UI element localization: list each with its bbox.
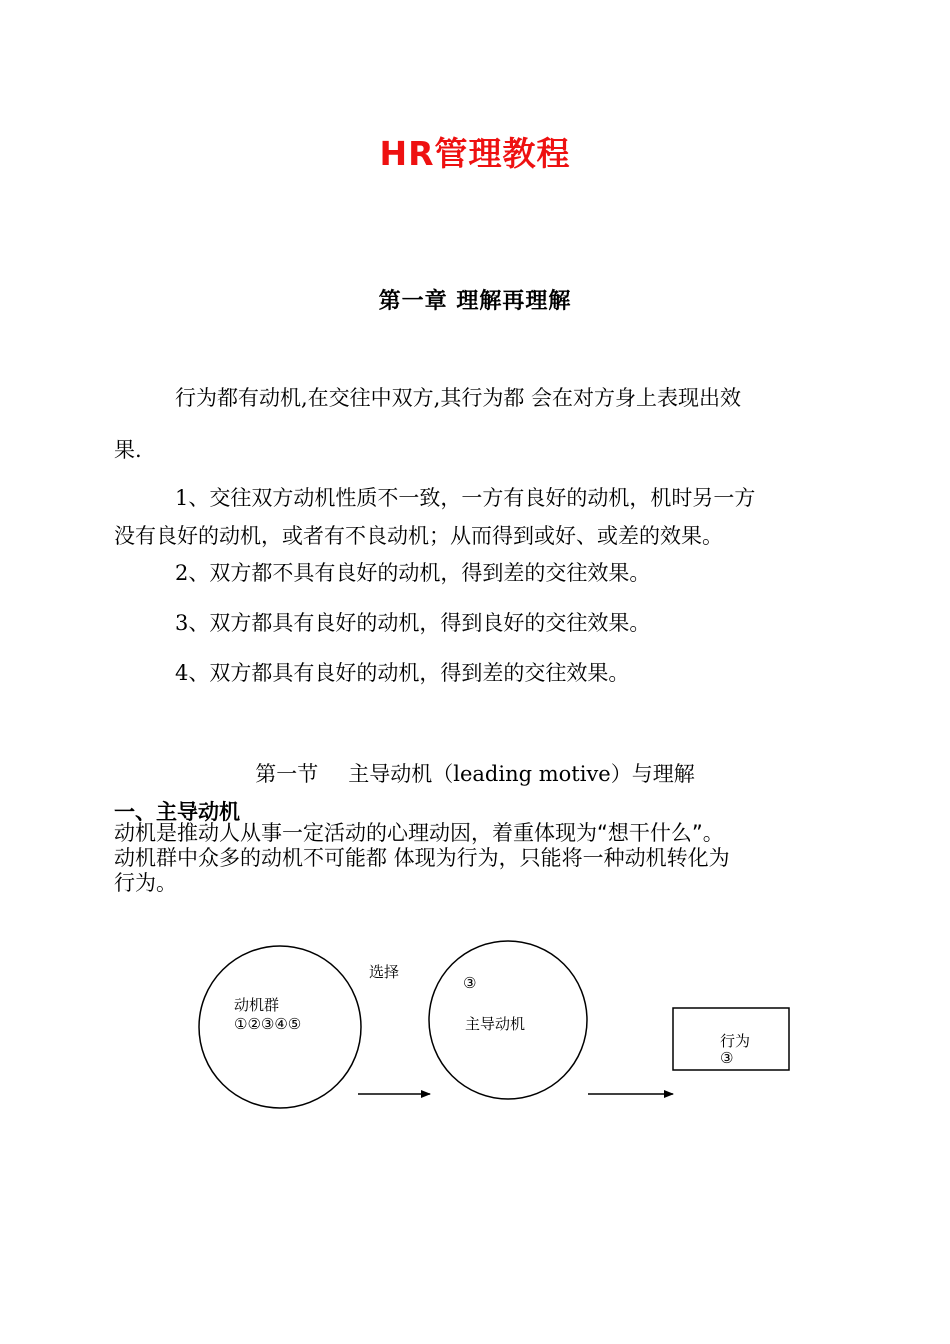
document-title: HR管理教程 — [379, 134, 571, 173]
chapter-title: 第一章 理解再理解 — [378, 288, 572, 314]
item-1-line-1: 1、交往双方动机性质不一致，一方有良好的动机，机时另一方 — [175, 486, 756, 510]
behavior-label: 行为 — [720, 1032, 751, 1050]
intro-line-1: 行为都有动机,在交往中双方,其行为都 会在对方身上表现出效 — [175, 386, 742, 410]
subsection-line-2: 动机群中众多的动机不可能都 体现为行为，只能将一种动机转化为 — [114, 846, 730, 870]
dominant-motive-number: ③ — [463, 974, 477, 992]
behavior-number: ③ — [720, 1049, 734, 1067]
subsection-line-1: 动机是推动人从事一定活动的心理动因，着重体现为“想干什么”。 — [114, 821, 724, 845]
section-number: 第一节 — [255, 762, 319, 786]
item-2: 2、双方都不具有良好的动机，得到差的交往效果。 — [175, 561, 651, 585]
motive-group-label: 动机群 — [234, 996, 280, 1014]
item-1-line-2: 没有良好的动机，或者有不良动机；从而得到或好、或差的效果。 — [114, 524, 723, 548]
subsection-line-3: 行为。 — [114, 871, 177, 895]
subsection-heading: 一、主导动机 — [114, 800, 240, 824]
item-3: 3、双方都具有良好的动机，得到良好的交往效果。 — [175, 611, 651, 635]
intro-line-2: 果. — [114, 438, 142, 462]
dominant-motive-label: 主导动机 — [465, 1015, 526, 1033]
motive-group-items: ①②③④⑤ — [234, 1015, 302, 1033]
section-title — [0, 758, 950, 788]
section-name: 主导动机（leading motive）与理解 — [348, 762, 695, 786]
select-label: 选择 — [369, 963, 400, 981]
item-4: 4、双方都具有良好的动机，得到差的交往效果。 — [175, 661, 630, 685]
